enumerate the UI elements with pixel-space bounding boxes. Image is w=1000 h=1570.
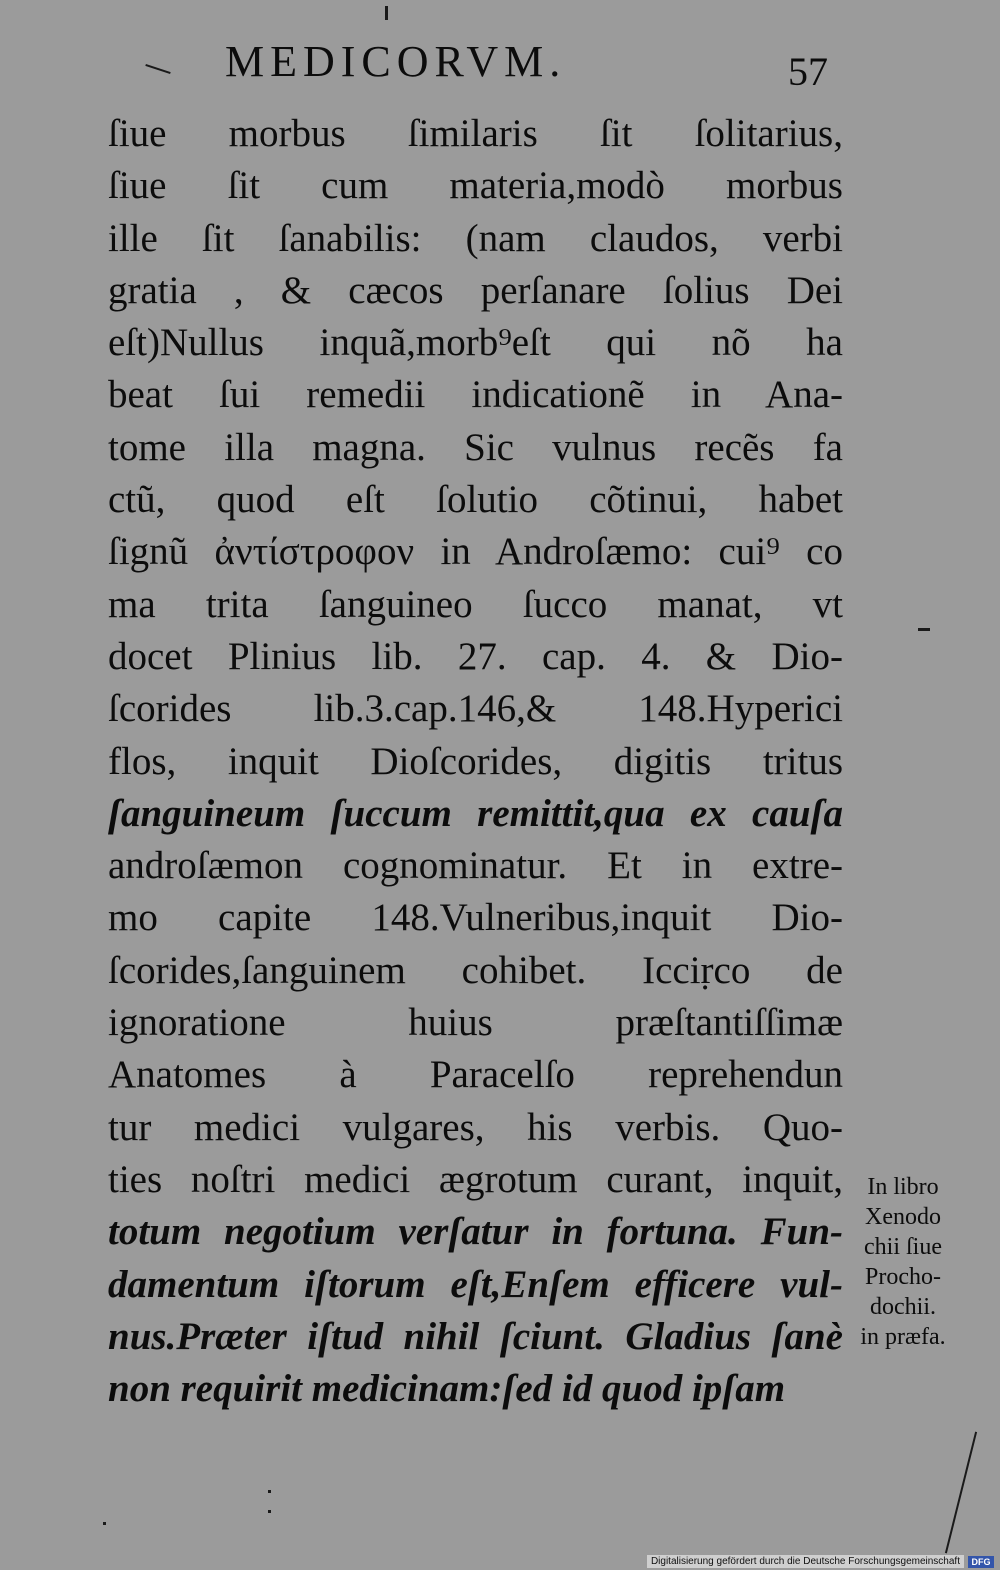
text-line: ſignũ ἀντίστροφον in Androſæmo: cui⁹ co [108,530,843,574]
text-line: ma trita ſanguineo ſucco manat, vt [108,582,843,626]
dfg-logo: DFG [968,1556,994,1568]
margin-note-line: chii ſiue [864,1234,942,1260]
text-line: ctũ, quod eſt ſolutio cõtinui, habet [108,478,843,522]
text-line: mo capite 148.Vulneribus,inquit Dio- [108,896,843,940]
text-line: androſæmon cognominatur. Et in extre- [108,844,843,888]
margin-note-line: Procho- [865,1264,941,1290]
text-line: tur medici vulgares, his verbis. Quo- [108,1105,843,1149]
running-head: MEDICORVM. [225,37,567,86]
margin-note-line: dochii. [870,1294,936,1320]
text-line: ſiue ſit cum materia,modò morbus [108,164,843,208]
margin-note-line: in præfa. [860,1324,946,1350]
page-number: 57 [788,49,828,94]
scan-stroke [945,1432,977,1554]
scan-speck [268,1490,271,1493]
text-line: ille ſit ſanabilis: (nam claudos, verbi [108,216,843,260]
text-line: eſt)Nullus inquã,morb⁹eſt qui nõ ha [108,321,843,365]
body-text [108,108,843,1415]
text-line: flos, inquit Dioſcorides, digitis tritus [108,739,843,783]
scan-speck [103,1522,106,1525]
text-line: gratia , & cæcos perſanare ſolius Dei [108,268,843,312]
scan-speck [918,628,930,631]
text-line: ſcorides,ſanguinem cohibet. Icciṛco de [108,948,843,992]
text-line: non requirit medicinam:ſed id quod ipſam [108,1367,786,1411]
scan-speck [145,64,170,74]
margin-note-line: In libro [867,1174,939,1200]
text-line: tome illa magna. Sic vulnus recẽs fa [108,425,843,469]
scan-speck [385,6,388,20]
text-line: docet Plinius lib. 27. cap. 4. & Dio- [108,634,843,678]
text-line: ſanguineum ſuccum remittit,qua ex cauſa [108,791,843,835]
text-line: Anatomes à Paracelſo reprehendun [108,1053,843,1097]
text-line: totum negotium verſatur in fortuna. Fun- [108,1210,843,1254]
text-line: beat ſui remedii indicationẽ in Ana- [108,373,843,417]
text-line: nus.Præter iſtud nihil ſciunt. Gladius ſanè [108,1314,843,1358]
text-line: damentum iſtorum eſt,Enſem efficere vul- [108,1262,843,1306]
margin-note [838,1172,968,1352]
digitization-credit: Digitalisierung gefördert durch die Deutsche Forschungsgemeinschaft [647,1555,964,1568]
text-line: ties noſtri medici ægrotum curant, inquit, [108,1157,843,1201]
scan-speck [268,1510,271,1513]
text-line: ſiue morbus ſimilaris ſit ſolitarius, [108,112,843,155]
text-line: ſcorides lib.3.cap.146,& 148.Hyperici [108,687,843,731]
text-line: ignoratione huius præſtantiſſimæ [108,1001,843,1045]
margin-note-line: Xenodo [865,1204,941,1230]
